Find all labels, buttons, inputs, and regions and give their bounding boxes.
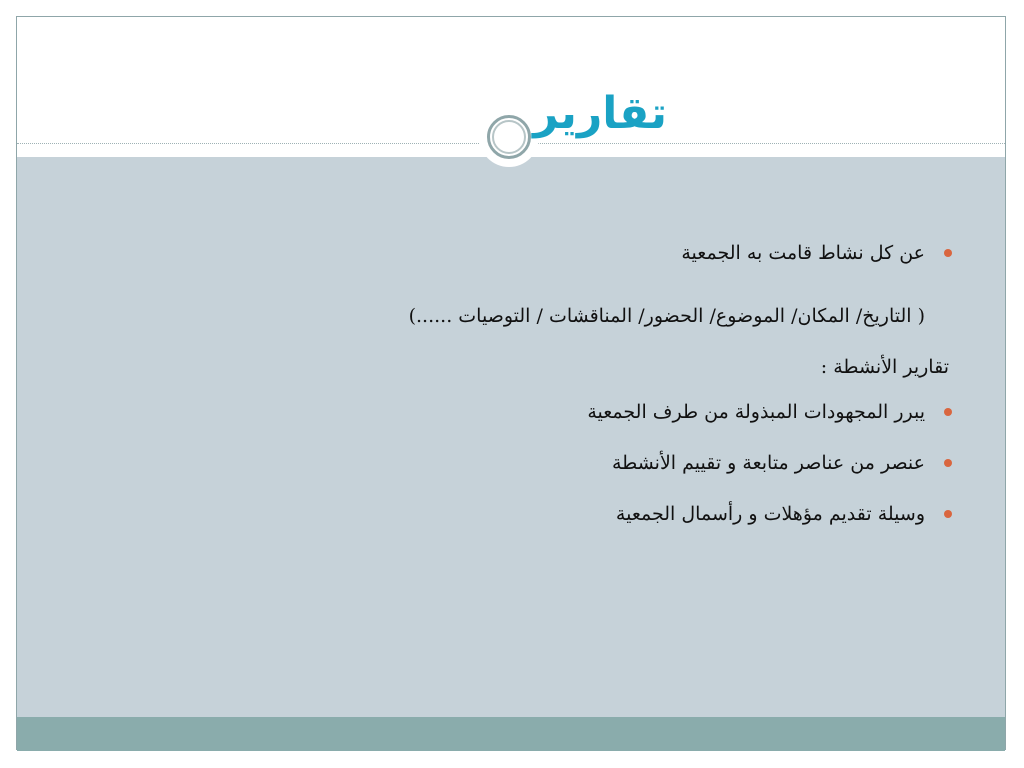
bullet-icon: [944, 408, 952, 416]
slide: [16, 16, 1006, 750]
bullet-icon: [944, 249, 952, 257]
note-line: [365, 303, 925, 329]
bullet-line-4: [365, 501, 925, 527]
footer-band: [17, 717, 1005, 751]
slide-title: تقارير: [533, 88, 667, 139]
bullet-text: يبرر المجهودات المبذولة من طرف الجمعية: [587, 401, 925, 423]
bullet-text: عنصر من عناصر متابعة و تقييم الأنشطة: [611, 452, 925, 474]
note-text: ( التاريخ/ المكان/ الموضوع/ الحضور/ المناقشات / التوصيات ......): [408, 305, 925, 327]
bullet-line-3: [365, 450, 925, 476]
bullet-line-2: [365, 399, 925, 425]
bullet-text: وسيلة تقديم مؤهلات و رأسمال الجمعية: [615, 503, 925, 525]
section-heading-text: تقارير الأنشطة :: [820, 356, 949, 378]
bullet-text: عن كل نشاط قامت به الجمعية: [681, 242, 925, 264]
bullet-line-1: [365, 240, 925, 266]
bullet-icon: [944, 510, 952, 518]
section-heading-line: [389, 354, 949, 380]
bullet-icon: [944, 459, 952, 467]
